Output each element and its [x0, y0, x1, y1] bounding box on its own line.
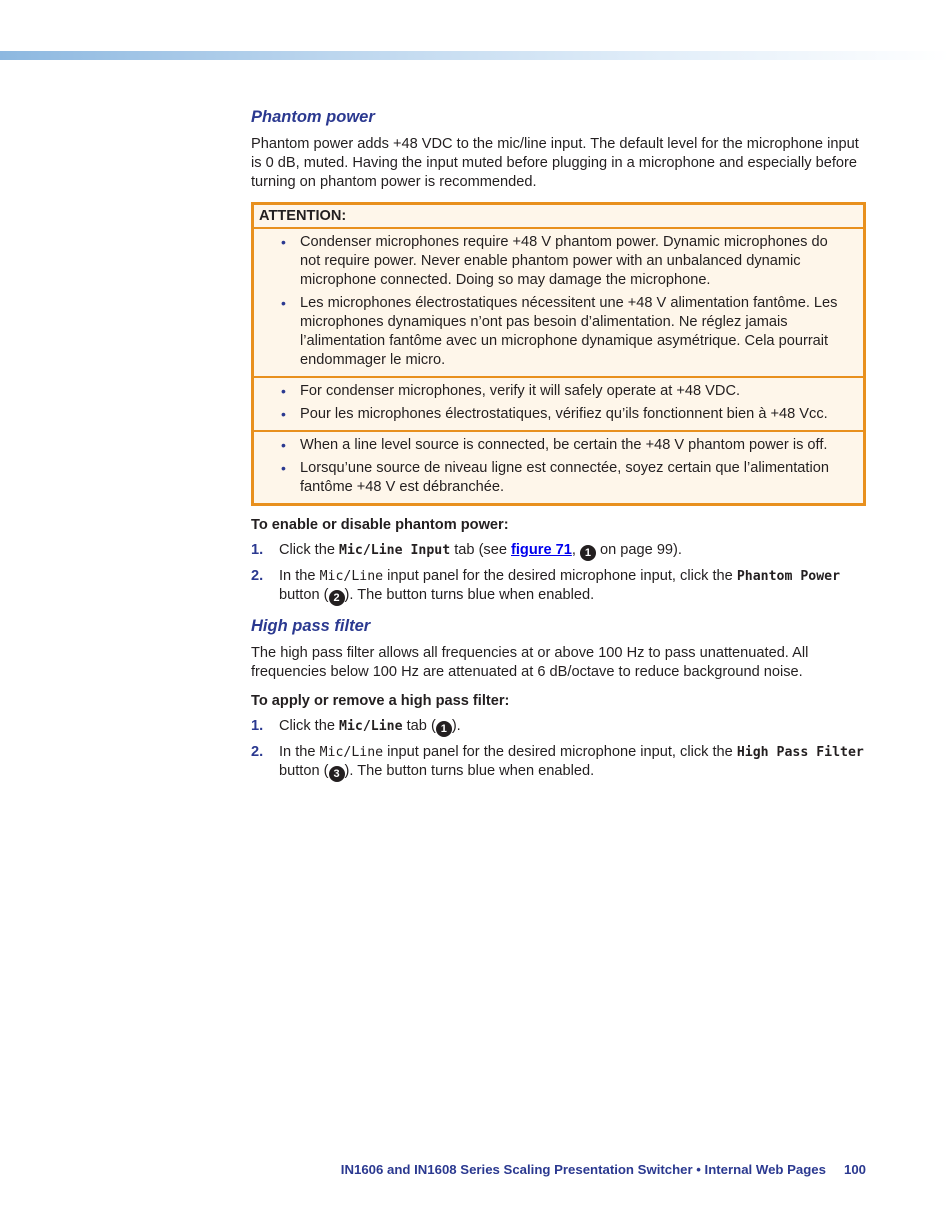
figure-link[interactable]: figure 71	[511, 542, 572, 558]
attention-item: • Les microphones électrostatiques nécessitent une +48 V alimentation fantôme. Les microphones dynamiques n’ont pas besoin d’alimentation. Ne réglez jamais l’alimentation fantôme avec un microphone dynamique asymétrique. Cela pourrait endommager le micro.	[281, 295, 838, 368]
page-footer	[251, 1162, 866, 1177]
attention-item: • For condenser microphones, verify it will safely operate at +48 VDC.	[281, 383, 741, 399]
step-number: 2.	[251, 568, 264, 584]
attention-group	[254, 430, 863, 503]
ui-label: Mic/Line Input	[339, 543, 451, 558]
procedure-step: 1. Click the Mic/Line Input tab (see figure 71, 1 on page 99).	[251, 542, 682, 559]
attention-label: ATTENTION:	[254, 205, 863, 229]
bullet-icon: •	[281, 437, 286, 453]
step-number: 1.	[251, 542, 264, 558]
page-number: 100	[843, 1162, 866, 1177]
phantom-power-intro: Phantom power adds +48 VDC to the mic/line input. The default level for the microphone input is 0 dB, muted. Having the input muted before plugging in a microphone and especially before turning on phantom power is recommended.	[251, 136, 859, 190]
callout-number-icon: 2	[329, 590, 345, 606]
ui-label: Mic/Line	[319, 745, 384, 760]
procedure-heading-high-pass: To apply or remove a high pass filter:	[251, 693, 510, 709]
procedure-step: 2. In the Mic/Line input panel for the desired microphone input, click the High Pass Filter button ( 3 ). The button turns blue when enabled.	[251, 744, 864, 780]
attention-item: • Pour les microphones électrostatiques, vérifiez qu’ils fonctionnent bien à +48 Vcc.	[281, 406, 828, 422]
footer-title: IN1606 and IN1608 Series Scaling Presentation Switcher • Internal Web Pages	[340, 1162, 826, 1177]
step-number: 1.	[251, 718, 264, 734]
procedure-heading-phantom: To enable or disable phantom power:	[251, 517, 509, 533]
procedure-step: 1. Click the Mic/Line tab ( 1 ).	[251, 718, 461, 735]
bullet-icon: •	[281, 460, 286, 476]
bullet-icon: •	[281, 406, 286, 422]
ui-label: High Pass Filter	[736, 745, 864, 760]
page-content	[251, 107, 866, 788]
ui-label: Mic/Line	[339, 719, 403, 734]
ui-label: Phantom Power	[736, 569, 841, 584]
bullet-icon: •	[281, 383, 286, 399]
attention-item: • Lorsqu’une source de niveau ligne est connectée, soyez certain que l’alimentation fantôme +48 V est débranchée.	[281, 460, 829, 495]
bullet-icon: •	[281, 234, 286, 250]
header-color-band	[0, 51, 950, 60]
procedure-step: 2. In the Mic/Line input panel for the desired microphone input, click the Phantom Power button ( 2 ). The button turns blue when enabled.	[251, 568, 841, 604]
callout-number-icon: 1	[436, 721, 452, 737]
section-heading-phantom-power: Phantom power	[251, 108, 375, 126]
bullet-icon: •	[281, 295, 286, 311]
section-heading-high-pass-filter: High pass filter	[251, 617, 371, 635]
high-pass-intro: The high pass filter allows all frequencies at or above 100 Hz to pass unattenuated. All frequencies below 100 Hz are attenuated at 6 dB/octave to reduce background noise.	[251, 645, 809, 680]
ui-label: Mic/Line	[319, 569, 384, 584]
callout-number-icon: 3	[329, 766, 345, 782]
callout-number-icon: 1	[580, 545, 596, 561]
attention-item: • Condenser microphones require +48 V phantom power. Dynamic microphones do not require power. Never enable phantom power with an unbalanced dynamic microphone connected. Doing so may damage the microphone.	[281, 234, 828, 288]
attention-group	[254, 229, 863, 376]
attention-item: • When a line level source is connected, be certain the +48 V phantom power is off.	[281, 437, 828, 453]
attention-group	[254, 376, 863, 430]
attention-box	[251, 202, 866, 506]
step-number: 2.	[251, 744, 264, 760]
